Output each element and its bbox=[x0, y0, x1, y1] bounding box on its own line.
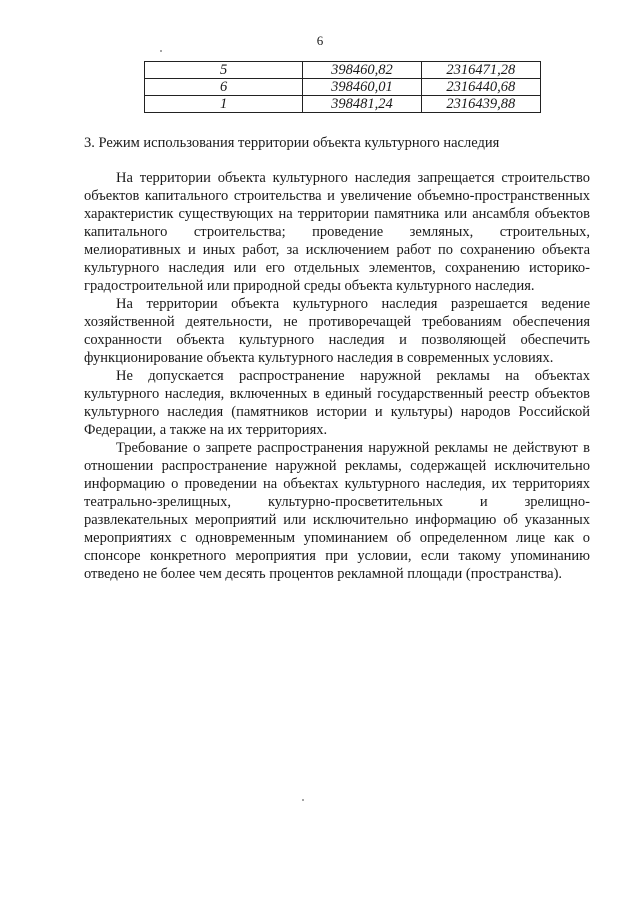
coordinates-table bbox=[144, 61, 541, 113]
paragraph: Требование о запрете распространения наружной рекламы не действуют в отношении распространение наружной рекламы, содержащей исключительно информацию о проведении на объектах культурного наследия, их территориях театрально-зрелищных, культурно-просветительных и зрелищно-развлекательных мероприятий или исключительно информацию об указанных мероприятиях с одновременным упоминанием об определенном лице как о спонсоре конкретного мероприятия при условии, если такому упоминанию отведено не более чем десять процентов рекламной площади (пространства). bbox=[84, 440, 590, 582]
table-row bbox=[145, 62, 541, 79]
table-row bbox=[145, 96, 541, 113]
paragraph: На территории объекта культурного наследия разрешается ведение хозяйственной деятельности, не противоречащей требованиям обеспечения сохранности объекта культурного наследия и позволяющей обеспечить функционирование объекта культурного наследия в современных условиях. bbox=[84, 296, 590, 366]
x-coordinate-cell: 398460,01 bbox=[303, 79, 421, 96]
scan-speck bbox=[160, 50, 162, 52]
section-body bbox=[84, 169, 590, 583]
scan-speck bbox=[302, 799, 304, 801]
table-row bbox=[145, 79, 541, 96]
y-coordinate-cell: 2316440,68 bbox=[421, 79, 540, 96]
y-coordinate-cell: 2316439,88 bbox=[421, 96, 540, 113]
paragraph: На территории объекта культурного наследия запрещается строительство объектов капитального строительства и увеличение объемно-пространственных характеристик существующих на территории памятника или ансамбля объектов капитального строительства; проведение земляных, строительных, мелиоративных и иных работ, за исключением работ по сохранению объекта культурного наследия или его отдельных элементов, сохранению историко-градостроительной или природной среды объекта культурного наследия. bbox=[84, 170, 590, 294]
page-number: 6 bbox=[316, 33, 324, 48]
paragraph: Не допускается распространение наружной рекламы на объектах культурного наследия, включенных в единый государственный реестр объектов культурного наследия (памятников истории и культуры) народов Российской Федерации, а также на их территориях. bbox=[84, 368, 590, 438]
point-number-cell: 6 bbox=[145, 79, 303, 96]
y-coordinate-cell: 2316471,28 bbox=[421, 62, 540, 79]
point-number-cell: 1 bbox=[145, 96, 303, 113]
point-number-cell: 5 bbox=[145, 62, 303, 79]
x-coordinate-cell: 398460,82 bbox=[303, 62, 421, 79]
x-coordinate-cell: 398481,24 bbox=[303, 96, 421, 113]
section-heading: 3. Режим использования территории объекта культурного наследия bbox=[84, 135, 500, 151]
